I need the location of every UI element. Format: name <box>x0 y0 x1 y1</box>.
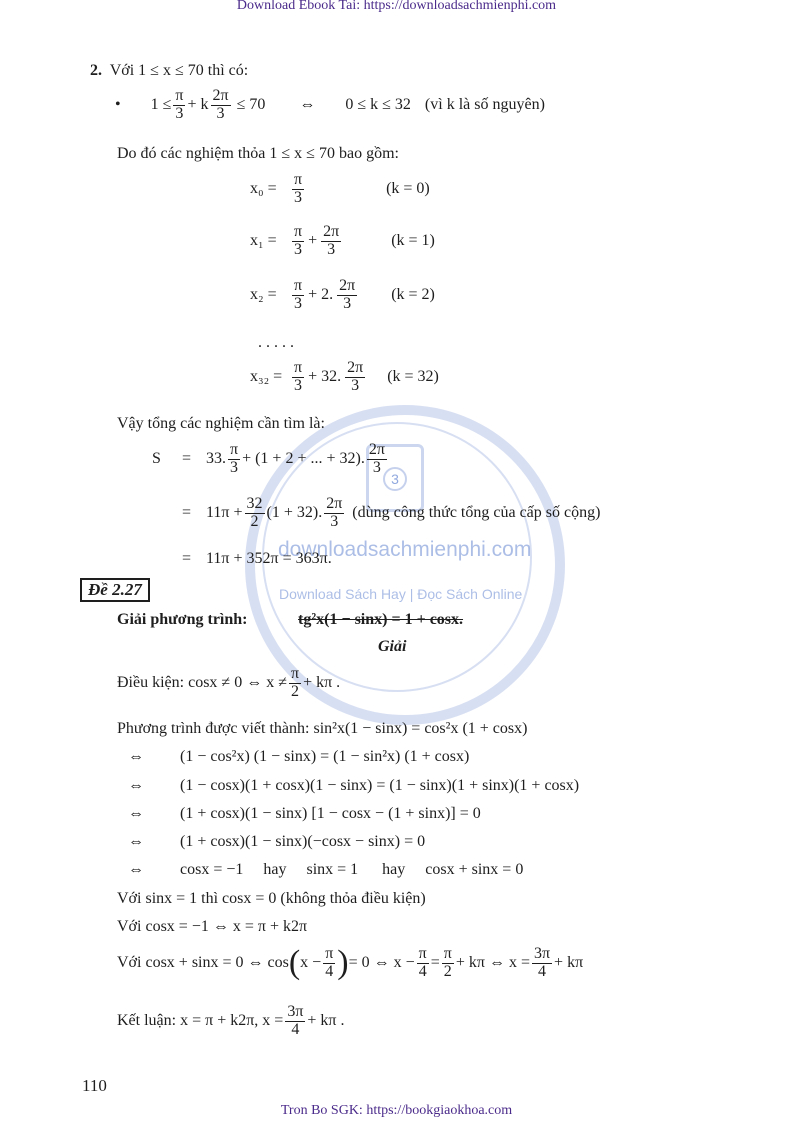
part2-number: 2. <box>90 62 102 79</box>
ineq-note: (vì k là số nguyên) <box>424 96 545 114</box>
watermark-slogan: Download Sách Hay | Đọc Sách Online <box>279 586 523 602</box>
equiv-symbol: ⇔ <box>299 96 316 114</box>
sum-line-2: = 11π + $\frac{32}{2}$ (1 + 32). $\frac{2\pi}{3}$ (dùng công thức tổng của cấp số cộng) <box>182 495 601 530</box>
step-5: ⇔ cosx = −1 hay sinx = 1 hay cosx + sinx = 0 <box>128 861 524 878</box>
sum-line-1: S = 33. $\frac{\pi}{3}$ + (1 + 2 + ... + 32). $\frac{2\pi}{3}$ <box>152 441 385 476</box>
part2-intro-text: Với 1 ≤ x ≤ 70 thì có: <box>109 62 249 79</box>
ineq-left: 1 ≤ <box>150 96 172 114</box>
ineq-result: 0 ≤ k ≤ 32 <box>345 96 411 114</box>
page-footer[interactable]: Tron Bo SGK: https://bookgiaokhoa.com <box>280 1103 513 1118</box>
task-label: Giải phương trình: <box>117 611 248 628</box>
condition-line: Điều kiện: cosx ≠ 0 ⇔ x ≠ $\frac{\pi}{2}$ + kπ . <box>117 665 341 700</box>
root-x0: x₀ = $\frac{\pi}{3}$ (k = 0) <box>250 171 430 206</box>
vay-line: Vậy tổng các nghiệm cần tìm là: <box>117 415 325 432</box>
exercise-title: Đề 2.27 <box>80 578 150 602</box>
page-header[interactable]: Download Ebook Tai: https://downloadsachmienphi.com <box>236 0 557 13</box>
conclusion: Kết luận: x = π + k2π, x = $\frac{3\pi}{4}$ + kπ . <box>117 1003 345 1038</box>
fraction-2pi-3: $\frac{2\pi}{3}$ <box>212 87 229 122</box>
solution-heading: Giải <box>378 638 407 655</box>
ineq-right: ≤ 70 <box>236 96 266 114</box>
root-x1: x₁ = $\frac{\pi}{3}$ + $\frac{2\pi}{3}$ (k = 1) <box>250 223 435 258</box>
do-do-line: Do đó các nghiệm thỏa 1 ≤ x ≤ 70 bao gồm: <box>117 145 399 162</box>
page-number: 110 <box>82 1076 107 1095</box>
step-1: ⇔ (1 − cos²x) (1 − sinx) = (1 − sin²x) (1 + cosx) <box>128 748 470 765</box>
book-icon-badge: 3 <box>383 467 407 491</box>
inequality-line <box>115 88 545 123</box>
cosx-case: Với cosx = −1 ⇔ x = π + k2π <box>117 918 308 935</box>
sum-zero-case: Với cosx + sinx = 0 ⇔ cos ( x − $\frac{\pi}{4}$ ) = 0 ⇔ x − $\frac{\pi}{4}$ = $\frac{\pi}{2}$ + kπ ⇔ x = $\frac{3\pi}{4}$ + kπ <box>117 944 584 982</box>
step-4: ⇔ (1 + cosx)(1 − sinx)(−cosx − sinx) = 0 <box>128 833 426 850</box>
watermark-site: downloadsachmienphi.com <box>278 538 532 561</box>
sum-line-3: = 11π + 352π = 363π. <box>182 550 332 567</box>
task-equation: tg²x(1 − sinx) = 1 + cosx. <box>298 611 464 628</box>
sinx-case: Với sinx = 1 thì cosx = 0 (không thỏa điều kiện) <box>117 890 426 907</box>
root-dots: . . . . . <box>258 334 294 351</box>
equation-rewrite: Phương trình được viết thành: sin²x(1 − sinx) = cos²x (1 + cosx) <box>117 720 528 737</box>
ineq-plus-k: + k <box>187 96 209 114</box>
fraction-pi-3: $\frac{\pi}{3}$ <box>175 87 184 122</box>
bullet: • <box>115 96 121 114</box>
step-3: ⇔ (1 + cosx)(1 − sinx) [1 − cosx − (1 + sinx)] = 0 <box>128 805 481 822</box>
step-2: ⇔ (1 − cosx)(1 + cosx)(1 − sinx) = (1 − sinx)(1 + sinx)(1 + cosx) <box>128 777 580 794</box>
part2-intro <box>90 62 248 80</box>
root-x2: x₂ = $\frac{\pi}{3}$ + 2. $\frac{2\pi}{3}$ (k = 2) <box>250 277 435 312</box>
root-x32: x₃₂ = $\frac{\pi}{3}$ + 32. $\frac{2\pi}{3}$ (k = 32) <box>250 359 439 394</box>
